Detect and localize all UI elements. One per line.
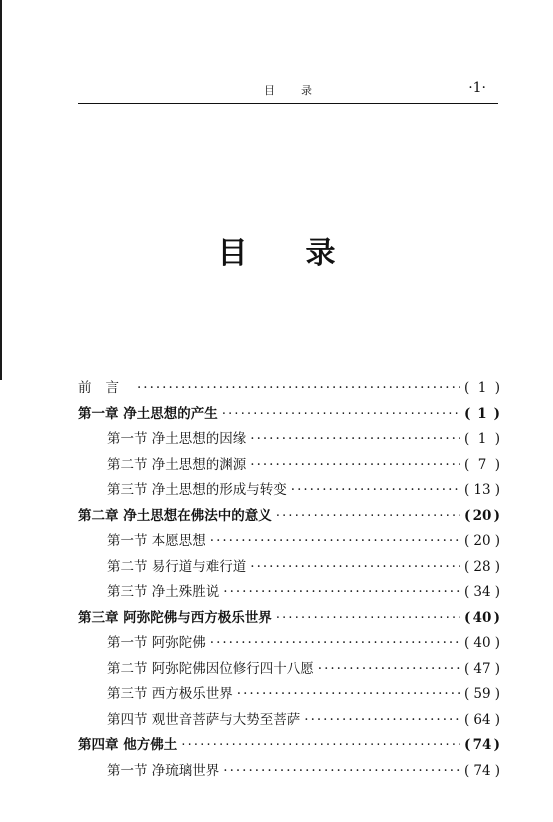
toc-page-ref xyxy=(464,406,500,422)
toc-page-number: 1 xyxy=(477,380,487,396)
toc-page-ref xyxy=(464,508,500,524)
toc-entry-label: 第二节 易行道与难行道 xyxy=(107,558,247,575)
table-of-contents xyxy=(78,376,500,784)
toc-page-number: 28 xyxy=(473,558,491,575)
toc-page-ref xyxy=(464,661,500,677)
toc-entry-label: 第二章 净土思想在佛法中的意义 xyxy=(78,507,272,524)
toc-page-ref xyxy=(464,559,500,575)
toc-entry-label: 前言 xyxy=(78,380,133,396)
toc-leader-dots xyxy=(223,763,460,779)
close-paren: ) xyxy=(494,686,500,702)
open-paren: ( xyxy=(464,584,470,600)
toc-page-ref xyxy=(464,635,500,651)
toc-page-number: 1 xyxy=(477,405,487,422)
toc-page-ref xyxy=(464,737,500,753)
open-paren: ( xyxy=(464,482,470,498)
running-head-page-number: ·1· xyxy=(468,80,486,96)
open-paren: ( xyxy=(464,533,470,549)
toc-section-entry xyxy=(78,759,500,785)
open-paren: ( xyxy=(464,456,470,473)
toc-entry-label: 第一节 本愿思想 xyxy=(107,533,206,549)
toc-leader-dots xyxy=(250,559,460,575)
toc-leader-dots xyxy=(210,533,460,549)
toc-section-entry xyxy=(78,478,500,504)
toc-section-entry xyxy=(78,682,500,708)
toc-leader-dots xyxy=(276,508,460,524)
toc-page-number: 20 xyxy=(473,533,491,549)
toc-chapter-entry xyxy=(78,733,500,759)
toc-page-number: 34 xyxy=(473,584,491,600)
toc-page-number: 47 xyxy=(473,660,491,677)
toc-section-entry xyxy=(78,529,500,555)
page-edge-shadow xyxy=(0,0,2,380)
toc-leader-dots xyxy=(222,406,460,422)
toc-entry-label: 第三节 西方极乐世界 xyxy=(107,686,233,702)
toc-leader-dots xyxy=(210,635,460,651)
open-paren: ( xyxy=(464,660,470,677)
toc-page-number: 74 xyxy=(473,762,491,779)
running-head xyxy=(78,78,498,100)
toc-page-ref xyxy=(464,380,500,396)
open-paren: ( xyxy=(464,507,471,524)
close-paren: ) xyxy=(494,660,500,677)
close-paren: ) xyxy=(494,558,500,575)
toc-page-ref xyxy=(464,431,500,447)
open-paren: ( xyxy=(464,405,471,422)
open-paren: ( xyxy=(464,635,470,651)
toc-entry-label: 第一章 净土思想的产生 xyxy=(78,405,218,422)
close-paren: ) xyxy=(494,584,500,600)
toc-page-number: 1 xyxy=(477,431,487,447)
toc-chapter-entry xyxy=(78,504,500,530)
close-paren: ) xyxy=(493,405,500,422)
toc-leader-dots xyxy=(304,712,460,728)
open-paren: ( xyxy=(464,686,470,702)
toc-entry-label: 第四节 观世音菩萨与大势至菩萨 xyxy=(107,711,301,728)
open-paren: ( xyxy=(464,558,470,575)
toc-page-ref xyxy=(464,712,500,728)
toc-section-entry xyxy=(78,657,500,683)
close-paren: ) xyxy=(494,482,500,498)
toc-page-ref xyxy=(464,763,500,779)
toc-leader-dots xyxy=(276,610,460,626)
toc-leader-dots xyxy=(318,661,460,677)
toc-entry-label: 第一节 净琉璃世界 xyxy=(107,762,220,779)
toc-page-number: 59 xyxy=(473,686,491,702)
toc-leader-dots xyxy=(237,686,460,702)
toc-leader-dots xyxy=(223,584,460,600)
open-paren: ( xyxy=(464,711,470,728)
toc-section-entry xyxy=(78,555,500,581)
close-paren: ) xyxy=(494,456,500,473)
toc-chapter-entry xyxy=(78,402,500,428)
close-paren: ) xyxy=(494,711,500,728)
toc-page-number: 7 xyxy=(477,456,487,473)
header-rule xyxy=(78,103,498,104)
close-paren: ) xyxy=(494,380,500,396)
close-paren: ) xyxy=(493,507,500,524)
toc-leader-dots xyxy=(181,737,460,753)
toc-page-number: 40 xyxy=(473,635,491,651)
toc-chapter-entry xyxy=(78,606,500,632)
close-paren: ) xyxy=(494,533,500,549)
running-head-title: 目录 xyxy=(264,84,338,97)
close-paren: ) xyxy=(494,431,500,447)
toc-entry-label: 第四章 他方佛土 xyxy=(78,737,178,753)
toc-entry-label: 第二节 净土思想的渊源 xyxy=(107,456,247,473)
open-paren: ( xyxy=(464,737,471,753)
toc-page-ref xyxy=(464,457,500,473)
toc-page-ref xyxy=(464,584,500,600)
toc-leader-dots xyxy=(291,482,460,498)
toc-section-entry xyxy=(78,427,500,453)
toc-leader-dots xyxy=(250,457,460,473)
toc-leader-dots xyxy=(250,431,460,447)
toc-section-entry xyxy=(78,631,500,657)
toc-entry-label: 第三节 净土殊胜说 xyxy=(107,584,220,600)
toc-entry-label: 第三节 净土思想的形成与转变 xyxy=(107,482,287,498)
page-title: 目录 xyxy=(217,236,394,271)
close-paren: ) xyxy=(494,762,500,779)
toc-page-number: 40 xyxy=(472,609,492,626)
toc-section-entry xyxy=(78,708,500,734)
toc-page-number: 64 xyxy=(473,711,491,728)
toc-section-entry xyxy=(78,580,500,606)
toc-entry-label: 第一节 阿弥陀佛 xyxy=(107,635,206,651)
toc-entry-label: 第一节 净土思想的因缘 xyxy=(107,431,247,447)
open-paren: ( xyxy=(464,431,470,447)
toc-page-number: 74 xyxy=(472,737,492,753)
toc-page-number: 13 xyxy=(473,482,491,498)
toc-page-ref xyxy=(464,686,500,702)
toc-entry-label: 第二节 阿弥陀佛因位修行四十八愿 xyxy=(107,660,314,677)
toc-page-ref xyxy=(464,533,500,549)
open-paren: ( xyxy=(464,380,470,396)
close-paren: ) xyxy=(493,609,500,626)
toc-page-ref xyxy=(464,482,500,498)
toc-section-entry xyxy=(78,453,500,479)
open-paren: ( xyxy=(464,762,470,779)
toc-page-number: 20 xyxy=(472,507,492,524)
close-paren: ) xyxy=(493,737,500,753)
toc-preface-entry xyxy=(78,376,500,402)
toc-entry-label: 第三章 阿弥陀佛与西方极乐世界 xyxy=(78,609,272,626)
toc-page-ref xyxy=(464,610,500,626)
toc-leader-dots xyxy=(137,380,460,396)
close-paren: ) xyxy=(494,635,500,651)
open-paren: ( xyxy=(464,609,471,626)
